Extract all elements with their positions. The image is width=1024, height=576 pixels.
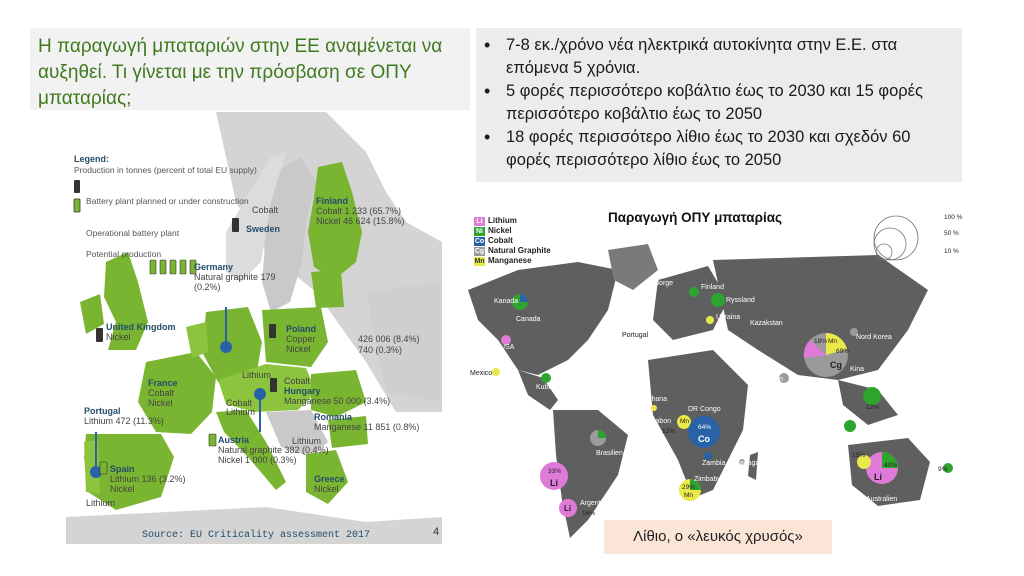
country-label: Canada (516, 316, 541, 323)
country-label: Madagaskar (734, 460, 773, 467)
potential-battery-icon (180, 260, 186, 274)
austria-label: Austria Natural graphite 382 (0.4%) Nickel 1 000 (0.3%) (218, 435, 329, 465)
north-america (468, 262, 618, 375)
pie-label: 12% (662, 428, 676, 435)
size-legend-circles (874, 216, 918, 260)
size-legend-50: 50 % (944, 230, 959, 237)
eu-legend-potential: Potential production (86, 249, 162, 259)
lithium-caption: Λίθιο, ο «λευκός χρυσός» (604, 520, 832, 554)
bullet-item: • 5 φορές περισσότερο κοβάλτιο έως το 2030 και 15 φορές περισσότερο κοβάλτιο έως το 2050 (506, 80, 952, 126)
country-label: Ghana (646, 396, 668, 403)
pie-philippines (863, 387, 881, 405)
battery-icon-poland (269, 324, 276, 338)
pie-zambia (704, 452, 712, 460)
hungary-label: Hungary Manganese 50 000 (3.4%) (284, 386, 391, 406)
country-label: Indien (764, 376, 784, 383)
pie-label: Li (550, 478, 558, 488)
country-label: Colombia (506, 406, 536, 413)
battery-icon-spain (100, 462, 107, 474)
size-legend-10: 10 % (944, 248, 959, 255)
slide-title: Η παραγωγή μπαταριών στην ΕΕ αναμένεται να αυξηθεί. Τι γίνεται με την πρόσβαση σε ΟΠΥ μπαταρίας; (30, 28, 470, 110)
pie-finland (689, 287, 699, 297)
pie-ghana (651, 405, 657, 411)
sweden-label: Sweden (246, 224, 281, 234)
eu-legend-operational: Operational battery plant (86, 228, 180, 238)
potential-battery-icon (170, 260, 176, 274)
benelux-shape (186, 322, 208, 358)
france-label: France Cobalt Nickel (148, 378, 178, 408)
country-label: Nord Korea (856, 334, 892, 341)
country-label: Kanada (494, 298, 519, 305)
pie-label: 12% (866, 404, 880, 411)
pie-label: Mn (828, 338, 838, 345)
country-label: Zimbabwe (694, 476, 727, 483)
legend-row-graphite: Cg Natural Graphite (474, 246, 551, 255)
legend-row-manganese: Mn Manganese (474, 256, 532, 265)
pie-russia (711, 293, 725, 307)
country-label: Australien (866, 496, 898, 503)
pie-label: Mn (684, 492, 694, 499)
germany-pin (220, 341, 232, 353)
pie-mexico (492, 368, 500, 376)
pie-label: 16% (582, 510, 596, 517)
world-materials-map (458, 200, 980, 546)
cobalt-fi-label: Cobalt (252, 205, 279, 215)
country-label: Kuba (536, 384, 553, 391)
pie-label: Mn (680, 418, 690, 425)
finland-label: Finland Cobalt 1 233 (65.7%) Nickel 46 624 (15.8%) (316, 196, 405, 226)
lithium-es-label: Lithium (86, 498, 116, 508)
potential-battery-icon (160, 260, 166, 274)
legend-row-cobalt: Co Cobalt (474, 236, 513, 245)
poland-label: Poland Copper Nickel (286, 324, 317, 354)
eu-battery-map (66, 112, 442, 544)
country-label: Norge (654, 280, 674, 287)
pie-label: Li (874, 472, 882, 482)
country-label: Mexico (470, 370, 493, 377)
battery-icon-sweden (232, 218, 239, 232)
poland-values: 426 006 (8.4%) 740 (0.3%) (358, 334, 420, 355)
country-label: Argentina (580, 500, 610, 507)
pie-label: 69% (836, 348, 850, 355)
legend-row-lithium: Li Lithium (474, 216, 551, 226)
pie-ukraine (706, 316, 714, 324)
pie-label: Cg (830, 360, 842, 370)
country-label: Ryssland (726, 297, 755, 304)
map-source: Source: EU Criticality assessment 2017 (142, 530, 371, 541)
eu-legend-production: Production in tonnes (percent of total EU supply) (74, 165, 257, 175)
country-label: Brasilien (596, 450, 623, 457)
bullet-item: • 18 φορές περισσότερο λίθιο έως το 2030 και σχεδόν 60 φορές περισσότερο λίθιο έως το 2050 (506, 126, 952, 172)
world-map-title: Παραγωγή ΟΠΥ μπαταρίας (608, 210, 783, 225)
country-label: USA (500, 344, 515, 351)
pie-label: Li (564, 504, 572, 513)
country-label: Sydafrika (704, 498, 734, 505)
greenland (608, 244, 658, 290)
eu-legend-planned: Battery plant planned or under construction (86, 196, 249, 206)
pie-cuba (541, 373, 551, 383)
battery-icon-hungary (270, 378, 277, 392)
greece-label: Greece Nickel (314, 474, 345, 494)
romania-label: Romania Manganese 11 851 (0.8%) (314, 412, 420, 432)
spain-label: Spain Lithium 136 (3.2%) Nickel (110, 464, 186, 494)
country-label: Gabon (650, 418, 672, 425)
country-label: DR Congo (688, 406, 721, 413)
country-label: Kazakstan (750, 320, 783, 327)
lithium-de-label: Lithium (242, 370, 272, 380)
pie-label: 15% (852, 452, 866, 459)
cobalt-lithium-at-label: Cobalt Lithium (226, 398, 256, 417)
page-number: 4 (433, 526, 440, 538)
germany-label: Germany Natural graphite 179 (0.2%) (194, 262, 276, 292)
pie-label: 9% (938, 466, 948, 473)
pie-label: Co (698, 434, 710, 444)
country-label: Malaysia (800, 408, 828, 415)
pie-label: 29% (682, 484, 696, 491)
battery-icon-uk (96, 328, 103, 342)
legend-row-nickel: Ni Nickel (476, 226, 512, 235)
lithium-ro-label: Lithium (292, 436, 322, 446)
pie-label: 33% (548, 468, 562, 475)
bullet-item: • 7-8 εκ./χρόνο νέα ηλεκτρικά αυτοκίνητα στην Ε.Ε. στα επόμενα 5 χρόνια. (506, 34, 952, 80)
baltic-shape (311, 270, 344, 308)
pie-label: 18% (814, 338, 828, 345)
bullet-list (476, 28, 962, 182)
country-label: Zambia (702, 460, 726, 467)
country-label: Indonesien (808, 440, 843, 447)
country-label: Ukraina (716, 314, 741, 321)
country-label: Turkiet (714, 336, 736, 343)
country-label: Nya Kaledonien (932, 480, 982, 487)
country-label: Filippinerna (884, 390, 921, 397)
pie-indonesia (844, 420, 856, 432)
eu-legend-title: Legend: (74, 154, 109, 164)
potential-battery-icon (150, 260, 156, 274)
battery-icon-planned (74, 199, 80, 212)
portugal-label: Portugal Lithium 472 (11.3%) (84, 406, 164, 426)
pie-label: 40% (884, 462, 898, 469)
cobalt-hu-label: Cobalt (284, 376, 311, 386)
country-label: Guatemala (484, 390, 519, 397)
pie-label: 64% (698, 424, 712, 431)
world-map-legend (474, 216, 551, 266)
uk-label: United Kingdom Nickel (106, 322, 176, 342)
austria-pin (254, 388, 266, 400)
country-label: Chile (528, 486, 544, 493)
country-label: Portugal (622, 332, 649, 339)
battery-icon-austria (209, 434, 216, 446)
country-label: Finland (701, 284, 724, 291)
country-label: Kina (850, 366, 865, 373)
battery-icon-operational (74, 180, 80, 193)
size-legend-100: 100 % (944, 214, 963, 221)
